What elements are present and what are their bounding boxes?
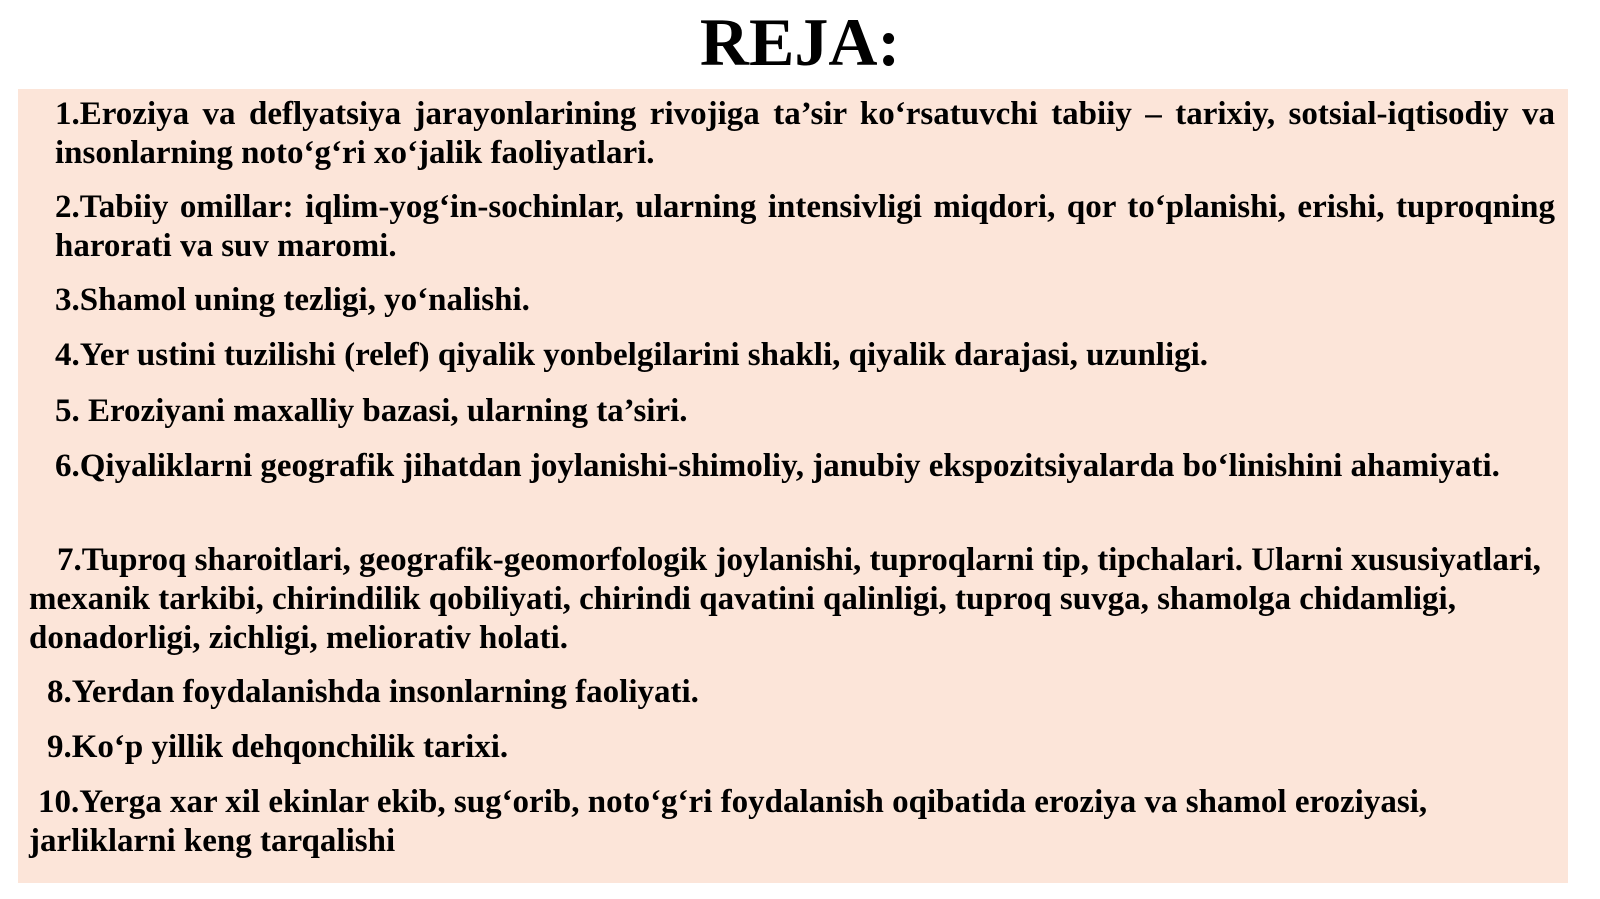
- plan-item-5: 5. Eroziyani maxalliy bazasi, ularning ta’siri.: [55, 393, 688, 429]
- plan-item-9: 9.Ko‘p yillik dehqonchilik tarixi.: [47, 729, 509, 765]
- plan-item-2: 2.Tabiiy omillar: iqlim-yog‘in-sochinlar, ularning intensivligi miqdori, qor to‘planishi, erishi, tuproqning harorati va suv maromi.: [55, 189, 1555, 264]
- plan-item-1: 1.Eroziya va deflyatsiya jarayonlarining rivojiga ta’sir ko‘rsatuvchi tabiiy – tarixiy, sotsial-iqtisodiy va insonlarning noto‘g‘ri xo‘jalik faoliyatlari.: [55, 96, 1555, 171]
- slide-title: REJA:: [699, 4, 901, 80]
- plan-list-panel: [18, 89, 1568, 883]
- plan-item-4: 4.Yer ustini tuzilishi (relef) qiyalik yonbelgilarini shakli, qiyalik darajasi, uzunligi.: [55, 337, 1209, 373]
- plan-item-7: 7.Tuproq sharoitlari, geografik-geomorfologik joylanishi, tuproqlarni tip, tipchalari. Ularni xususiyatlari, mexanik tarkibi, chirindilik qobiliyati, chirindi qavatini qalinligi, tuproq suvga, shamolga chidamligi, donadorligi, zichligi, meliorativ holati.: [29, 542, 1541, 656]
- plan-item-8: 8.Yerdan foydalanishda insonlarning faoliyati.: [47, 674, 699, 710]
- plan-item-3: 3.Shamol uning tezligi, yo‘nalishi.: [55, 282, 530, 318]
- plan-item-10: 10.Yerga xar xil ekinlar ekib, sug‘orib, noto‘g‘ri foydalanish oqibatida eroziya va shamol eroziyasi, jarliklarni keng tarqalishi: [29, 784, 1428, 859]
- plan-item-6: 6.Qiyaliklarni geografik jihatdan joylanishi-shimoliy, janubiy ekspozitsiyalarda bo‘linishini ahamiyati.: [55, 448, 1500, 484]
